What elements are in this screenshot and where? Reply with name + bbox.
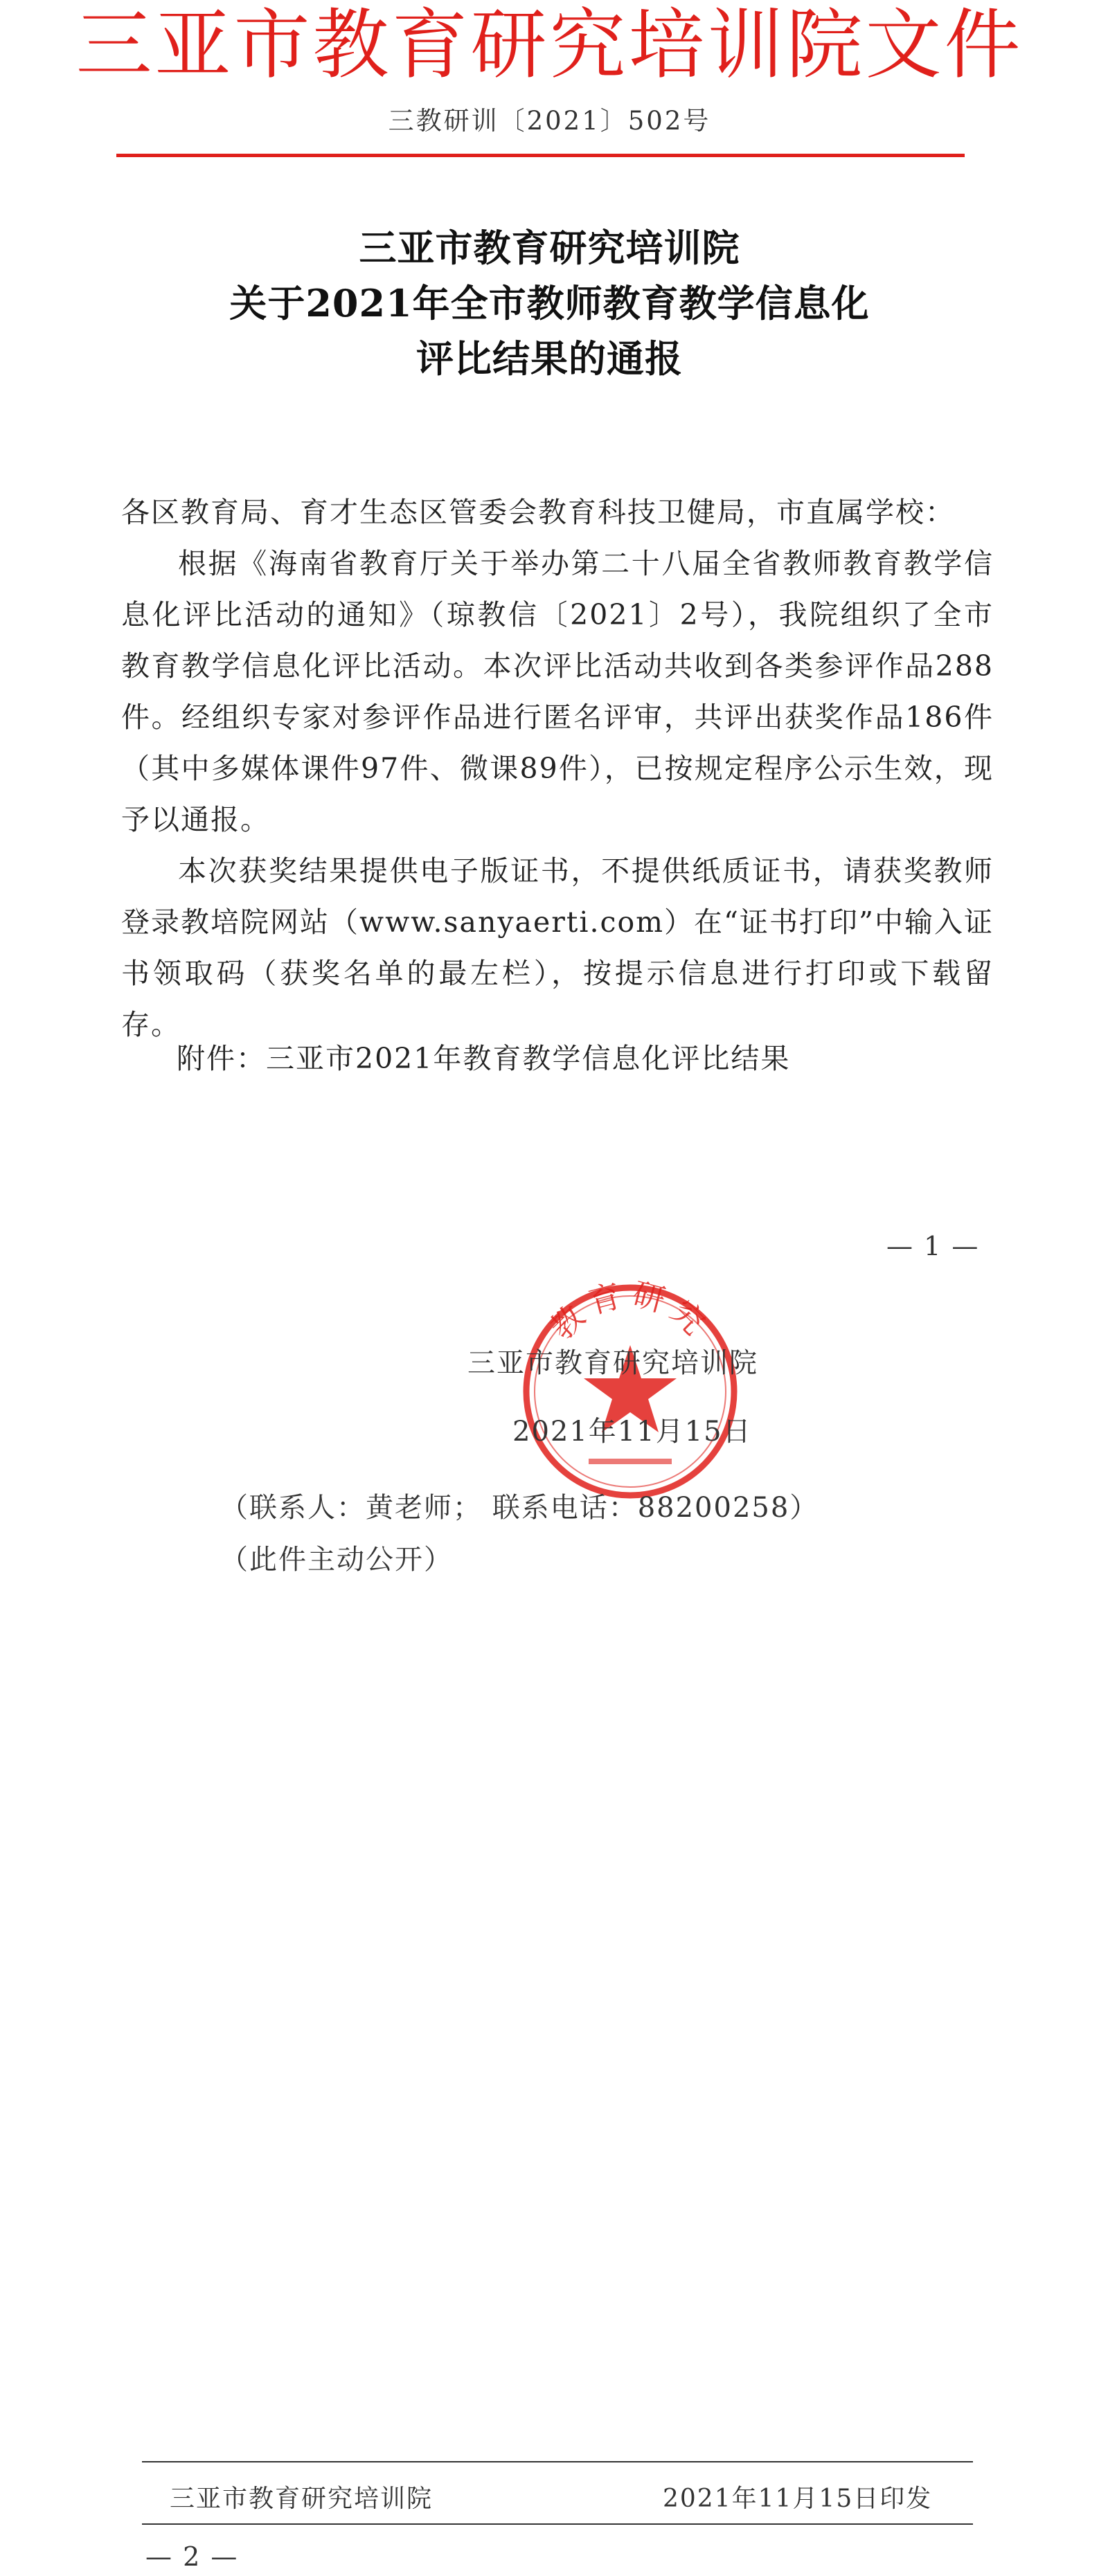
body-paragraph-2: 本次获奖结果提供电子版证书，不提供纸质证书，请获奖教师登录教培院网站（www.sanyaerti.com）在“证书打印”中输入证书领取码（获奖名单的最左栏），按提示信息进行打印或下载留存。 bbox=[121, 854, 994, 1041]
title-line-1: 三亚市教育研究培训院 bbox=[359, 226, 740, 270]
title-line-3: 评比结果的通报 bbox=[416, 336, 683, 381]
signature-date: 2021年11月15日 bbox=[512, 1416, 752, 1448]
footer-organization: 三亚市教育研究培训院 bbox=[170, 2485, 434, 2513]
public-disclosure-note: （此件主动公开） bbox=[220, 1544, 453, 1576]
page-number-1: — 1 — bbox=[886, 1231, 980, 1261]
body-paragraph-1: 根据《海南省教育厅关于举办第二十八届全省教师教育教学信息化评比活动的通知》（琼教信〔2021〕2号），我院组织了全市教育教学信息化评比活动。本次评比活动共收到各类参评作品288件。经组织专家对参评作品进行匿名评审，共评出获奖作品186件（其中多媒体课件97件、微课89件），已按规定程序公示生效，现予以通报。 bbox=[121, 547, 994, 836]
attachment-line: 附件：三亚市2021年教育教学信息化评比结果 bbox=[177, 1042, 791, 1075]
footer-bottom-rule bbox=[142, 2523, 973, 2525]
page-number-2: — 2 — bbox=[145, 2541, 239, 2572]
footer-issue-date: 2021年11月15日印发 bbox=[663, 2485, 933, 2513]
addressee: 各区教育局、育才生态区管委会教育科技卫健局，市直属学校： bbox=[121, 496, 955, 529]
footer-top-rule bbox=[142, 2461, 973, 2462]
document-title bbox=[0, 220, 1099, 386]
svg-text:教育研究: 教育研究 bbox=[543, 1277, 717, 1347]
document-masthead: 三亚市教育研究培训院文件 bbox=[75, 1, 1024, 89]
official-seal-icon bbox=[516, 1277, 744, 1506]
title-line-2: 关于2021年全市教师教育教学信息化 bbox=[229, 281, 870, 325]
contact-info: （联系人：黄老师； 联系电话：88200258） bbox=[220, 1492, 819, 1524]
document-number: 三教研训〔2021〕502号 bbox=[388, 106, 711, 136]
signature-organization: 三亚市教育研究培训院 bbox=[467, 1347, 758, 1379]
header-red-rule bbox=[116, 154, 965, 157]
